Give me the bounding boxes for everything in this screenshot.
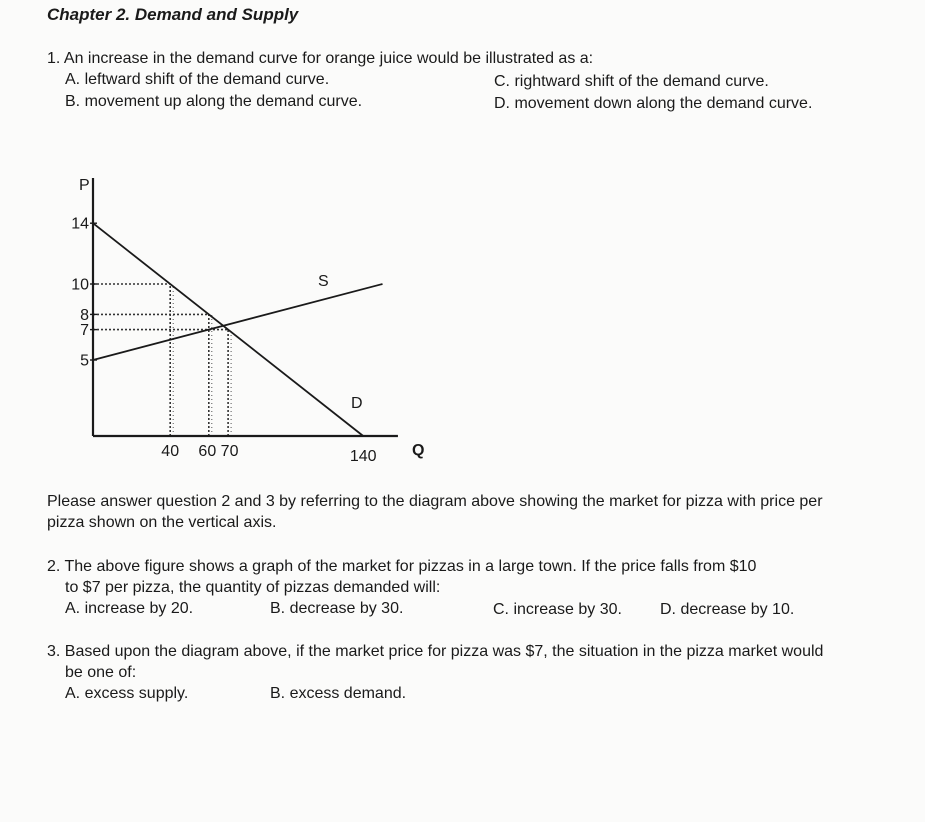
chart-series [93, 223, 383, 436]
question-2-option-a: A. increase by 20. [65, 600, 194, 617]
x-tick-label: 140 [349, 448, 377, 465]
supply-curve [93, 284, 383, 360]
question-3-option-b: B. excess demand. [270, 685, 407, 702]
x-tick-label: 40 [161, 443, 180, 460]
y-tick-label: 5 [80, 352, 89, 370]
x-tick-label: 60 70 [198, 443, 239, 460]
y-tick-label: 8 [80, 306, 89, 324]
supply-curve-label: S [318, 273, 329, 290]
y-axis-label: P [79, 177, 90, 194]
intro-line-1: Please answer question 2 and 3 by referring to the diagram above showing the market for pizza with price per [47, 493, 823, 510]
question-3-line-2: be one of: [65, 664, 137, 681]
question-3-option-a: A. excess supply. [65, 685, 189, 702]
chapter-title: Chapter 2. Demand and Supply [47, 5, 299, 24]
x-axis-label: Q [412, 442, 425, 459]
question-1-stem: 1. An increase in the demand curve for orange juice would be illustrated as a: [47, 50, 594, 67]
x-tick-labels [161, 443, 376, 465]
question-2-line-1: 2. The above figure shows a graph of the market for pizzas in a large town. If the price falls from $10 [47, 558, 757, 575]
demand-curve-label: D [351, 395, 363, 412]
y-tick-label: 10 [71, 276, 89, 294]
intro-line-2: pizza shown on the vertical axis. [47, 514, 277, 531]
y-tick-label: 14 [71, 215, 89, 233]
question-1-option-a: A. leftward shift of the demand curve. [65, 71, 330, 88]
chart-guides [93, 284, 231, 436]
question-2-line-2: to $7 per pizza, the quantity of pizzas demanded will: [65, 579, 441, 596]
question-1-option-b: B. movement up along the demand curve. [65, 93, 363, 110]
question-2-option-d: D. decrease by 10. [660, 601, 795, 618]
question-2-option-c: C. increase by 30. [493, 601, 622, 618]
question-1-option-d: D. movement down along the demand curve. [494, 95, 813, 112]
question-3-line-1: 3. Based upon the diagram above, if the market price for pizza was $7, the situation in the pizza market would [47, 643, 824, 660]
question-1-option-c: C. rightward shift of the demand curve. [494, 73, 769, 90]
y-tick-label: 7 [80, 322, 89, 340]
question-2-option-b: B. decrease by 30. [270, 600, 404, 617]
